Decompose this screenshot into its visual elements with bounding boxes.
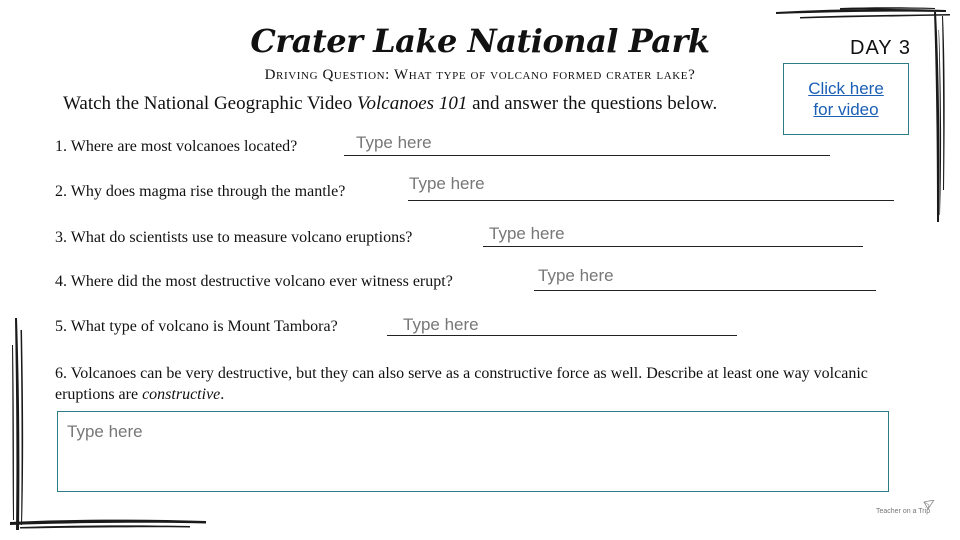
instructions <box>63 93 717 115</box>
instructions-text-before: Watch the National Geographic Video <box>63 93 358 114</box>
answer-line-1 <box>344 155 830 156</box>
answer-box-6-placeholder: Type here <box>67 422 143 441</box>
question-4: 4. Where did the most destructive volcano ever witness erupt? <box>55 273 453 290</box>
answer-field-5[interactable]: Type here <box>403 315 479 334</box>
day-label: DAY 3 <box>850 37 911 59</box>
video-link-line-2: for video <box>813 100 879 119</box>
brush-stroke-left <box>15 318 19 530</box>
question-6 <box>55 363 895 405</box>
video-link-line-1: Click here <box>808 79 884 98</box>
answer-line-3 <box>483 246 863 247</box>
question-1: 1. Where are most volcanoes located? <box>55 138 298 155</box>
question-5: 5. What type of volcano is Mount Tambora? <box>55 318 338 335</box>
question-6-emphasis: constructive <box>142 386 221 403</box>
answer-field-2[interactable]: Type here <box>409 174 485 193</box>
driving-question: Driving Question: What type of volcano formed crater lake? <box>264 67 696 83</box>
answer-field-3[interactable]: Type here <box>489 224 565 243</box>
answer-field-1[interactable]: Type here <box>356 133 432 152</box>
brush-stroke-left-3 <box>12 345 14 520</box>
answer-field-4[interactable]: Type here <box>538 266 614 285</box>
brush-stroke-top-2 <box>800 14 950 19</box>
brush-stroke-bottom <box>10 520 206 525</box>
answer-line-5 <box>387 335 737 336</box>
answer-line-2 <box>408 200 894 201</box>
video-link-button[interactable] <box>783 63 909 135</box>
brush-stroke-left-2 <box>21 330 24 525</box>
answer-box-6[interactable] <box>57 411 889 492</box>
answer-line-4 <box>534 290 876 291</box>
question-6-period: . <box>220 386 225 403</box>
question-2: 2. Why does magma rise through the mantle? <box>55 183 346 200</box>
question-3: 3. What do scientists use to measure volcano eruptions? <box>55 229 413 246</box>
brush-stroke-bottom-2 <box>20 525 190 528</box>
brush-stroke-top <box>776 9 946 14</box>
question-6-text: 6. Volcanoes can be very destructive, but they can also serve as a constructive force as well. Describe at least one way volcanic eruptions are <box>55 365 868 403</box>
instructions-text-after: and answer the questions below. <box>467 93 718 114</box>
brand-logo-text: Teacher on a Trip <box>876 508 931 515</box>
video-title: Volcanoes 101 <box>357 93 468 114</box>
page-title: Crater Lake National Park <box>250 22 710 60</box>
